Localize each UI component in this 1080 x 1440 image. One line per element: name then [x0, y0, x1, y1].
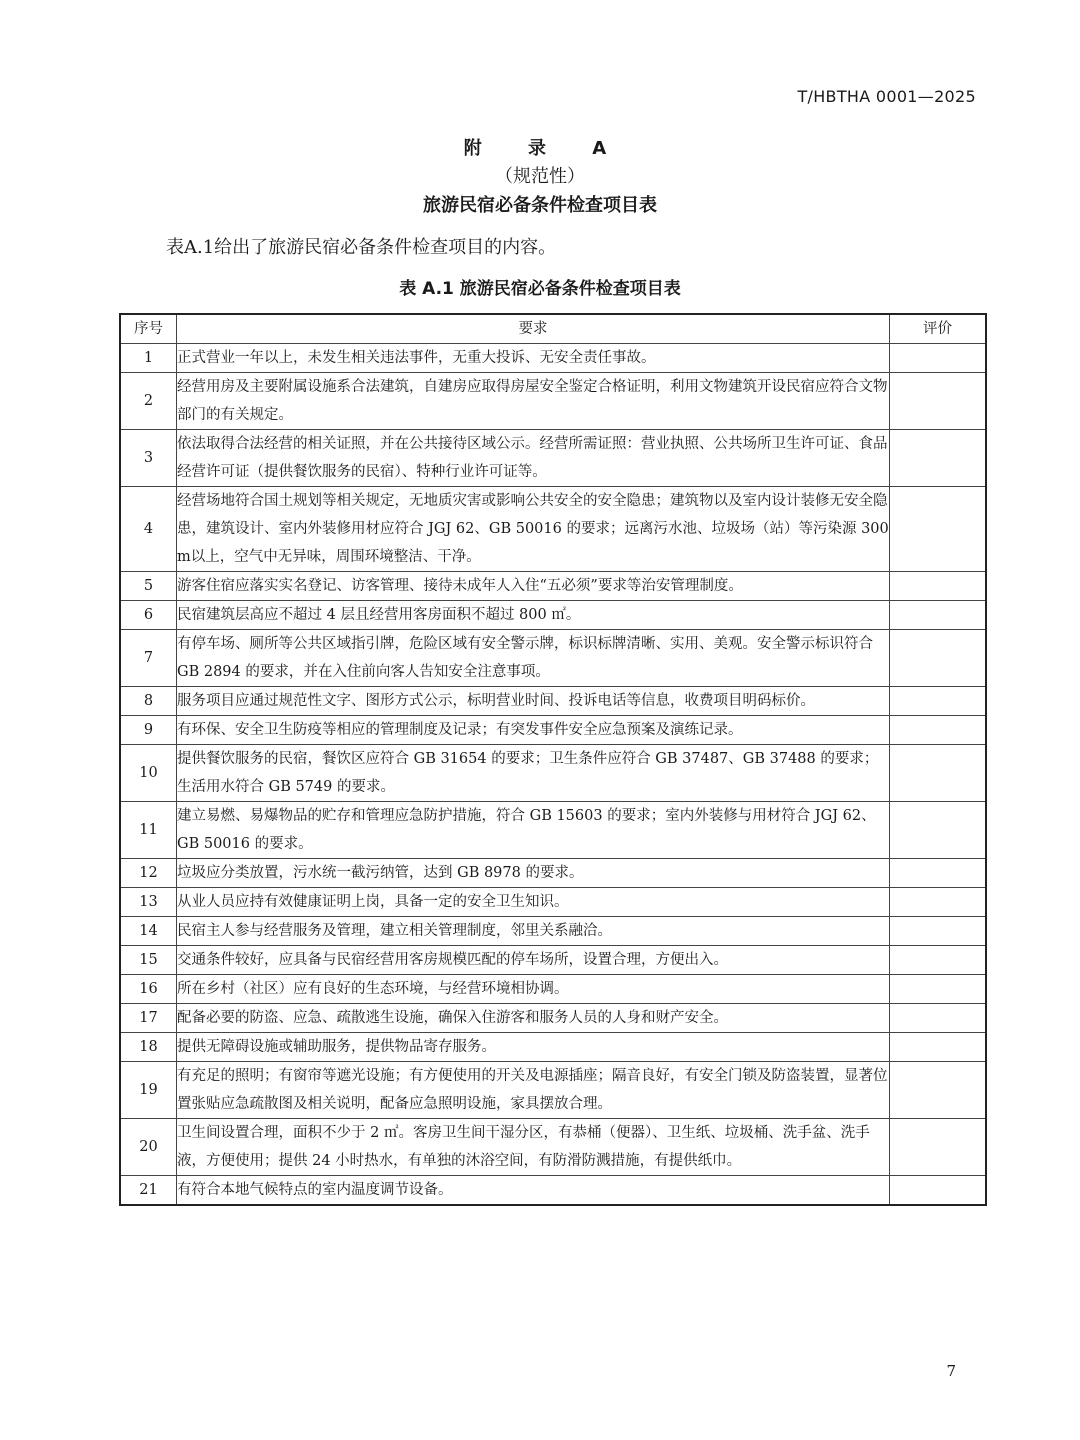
- row-evaluation: [890, 344, 987, 373]
- table-row: [120, 1004, 986, 1033]
- row-number: 16: [120, 975, 177, 1004]
- table-row: [120, 1176, 986, 1206]
- row-evaluation: [890, 946, 987, 975]
- appendix-name: 旅游民宿必备条件检查项目表: [423, 195, 657, 216]
- row-evaluation: [890, 572, 987, 601]
- page-number: 7: [946, 1362, 956, 1380]
- row-requirement: 有环保、安全卫生防疫等相应的管理制度及记录；有突发事件安全应急预案及演练记录。: [177, 716, 890, 745]
- row-evaluation: [890, 975, 987, 1004]
- row-number: 15: [120, 946, 177, 975]
- row-number: 21: [120, 1176, 177, 1206]
- row-evaluation: [890, 1004, 987, 1033]
- table-row: [120, 572, 986, 601]
- table-row: [120, 344, 986, 373]
- row-number: 14: [120, 917, 177, 946]
- row-number: 7: [120, 630, 177, 687]
- row-number: 20: [120, 1119, 177, 1176]
- table-row: [120, 745, 986, 802]
- table-row: [120, 975, 986, 1004]
- row-requirement: 正式营业一年以上，未发生相关违法事件，无重大投诉、无安全责任事故。: [177, 344, 890, 373]
- row-evaluation: [890, 716, 987, 745]
- row-requirement: 从业人员应持有效健康证明上岗，具备一定的安全卫生知识。: [177, 888, 890, 917]
- table-row: [120, 1062, 986, 1119]
- table-row: [120, 601, 986, 630]
- row-evaluation: [890, 373, 987, 430]
- row-requirement: 依法取得合法经营的相关证照，并在公共接待区域公示。经营所需证照：营业执照、公共场所卫生许可证、食品经营许可证（提供餐饮服务的民宿）、特种行业许可证等。: [177, 430, 890, 487]
- header-no: 序号: [120, 314, 177, 344]
- row-evaluation: [890, 601, 987, 630]
- table-caption: 表 A.1 旅游民宿必备条件检查项目表: [399, 279, 681, 299]
- table-body: [120, 344, 986, 1206]
- intro-paragraph: 表A.1给出了旅游民宿必备条件检查项目的内容。: [166, 237, 557, 258]
- table-row: [120, 430, 986, 487]
- row-number: 1: [120, 344, 177, 373]
- row-requirement: 所在乡村（社区）应有良好的生态环境，与经营环境相协调。: [177, 975, 890, 1004]
- row-number: 5: [120, 572, 177, 601]
- row-number: 3: [120, 430, 177, 487]
- row-number: 18: [120, 1033, 177, 1062]
- row-evaluation: [890, 859, 987, 888]
- row-requirement: 配备必要的防盗、应急、疏散逃生设施，确保入住游客和服务人员的人身和财产安全。: [177, 1004, 890, 1033]
- table-row: [120, 1033, 986, 1062]
- table-row: [120, 917, 986, 946]
- table-row: [120, 946, 986, 975]
- row-requirement: 游客住宿应落实实名登记、访客管理、接待未成年人入住“五必须”要求等治安管理制度。: [177, 572, 890, 601]
- row-number: 8: [120, 687, 177, 716]
- table-row: [120, 630, 986, 687]
- row-requirement: 垃圾应分类放置，污水统一截污纳管，达到 GB 8978 的要求。: [177, 859, 890, 888]
- row-requirement: 交通条件较好，应具备与民宿经营用客房规模匹配的停车场所，设置合理，方便出入。: [177, 946, 890, 975]
- row-evaluation: [890, 1033, 987, 1062]
- row-number: 2: [120, 373, 177, 430]
- row-evaluation: [890, 802, 987, 859]
- row-requirement: 建立易燃、易爆物品的贮存和管理应急防护措施，符合 GB 15603 的要求；室内外装修与用材符合 JGJ 62、GB 50016 的要求。: [177, 802, 890, 859]
- row-evaluation: [890, 630, 987, 687]
- row-number: 10: [120, 745, 177, 802]
- row-evaluation: [890, 430, 987, 487]
- table-row: [120, 487, 986, 572]
- appendix-type: （规范性）: [495, 166, 585, 187]
- checklist-table: [119, 313, 987, 1206]
- table-row: [120, 859, 986, 888]
- row-evaluation: [890, 1119, 987, 1176]
- row-requirement: 经营场地符合国土规划等相关规定，无地质灾害或影响公共安全的安全隐患；建筑物以及室内设计装修无安全隐患，建筑设计、室内外装修用材应符合 JGJ 62、GB 50016 的要求；远离污水池、垃圾场（站）等污染源 300 m以上，空气中无异味，周围环境整洁、干净。: [177, 487, 890, 572]
- row-evaluation: [890, 687, 987, 716]
- row-number: 9: [120, 716, 177, 745]
- row-evaluation: [890, 1062, 987, 1119]
- table-row: [120, 687, 986, 716]
- header-evaluation: 评价: [890, 314, 987, 344]
- table-row: [120, 716, 986, 745]
- row-requirement: 经营用房及主要附属设施系合法建筑，自建房应取得房屋安全鉴定合格证明，利用文物建筑开设民宿应符合文物部门的有关规定。: [177, 373, 890, 430]
- row-number: 17: [120, 1004, 177, 1033]
- row-evaluation: [890, 745, 987, 802]
- row-requirement: 有停车场、厕所等公共区域指引牌，危险区域有安全警示牌，标识标牌清晰、实用、美观。安全警示标识符合 GB 2894 的要求，并在入住前向客人告知安全注意事项。: [177, 630, 890, 687]
- table-row: [120, 888, 986, 917]
- appendix-title: 附 录 A: [463, 138, 617, 159]
- row-evaluation: [890, 917, 987, 946]
- row-requirement: 民宿主人参与经营服务及管理，建立相关管理制度，邻里关系融洽。: [177, 917, 890, 946]
- row-evaluation: [890, 1176, 987, 1206]
- row-number: 11: [120, 802, 177, 859]
- row-requirement: 提供餐饮服务的民宿，餐饮区应符合 GB 31654 的要求；卫生条件应符合 GB 37487、GB 37488 的要求；生活用水符合 GB 5749 的要求。: [177, 745, 890, 802]
- row-evaluation: [890, 487, 987, 572]
- row-number: 6: [120, 601, 177, 630]
- table-row: [120, 373, 986, 430]
- table-row: [120, 802, 986, 859]
- row-number: 19: [120, 1062, 177, 1119]
- standard-code: T/HBTHA 0001—2025: [797, 87, 976, 106]
- row-requirement: 有充足的照明；有窗帘等遮光设施；有方便使用的开关及电源插座；隔音良好，有安全门锁及防盗装置，显著位置张贴应急疏散图及相关说明，配备应急照明设施，家具摆放合理。: [177, 1062, 890, 1119]
- row-evaluation: [890, 888, 987, 917]
- table-row: [120, 1119, 986, 1176]
- row-requirement: 提供无障碍设施或辅助服务，提供物品寄存服务。: [177, 1033, 890, 1062]
- row-requirement: 服务项目应通过规范性文字、图形方式公示，标明营业时间、投诉电话等信息，收费项目明码标价。: [177, 687, 890, 716]
- row-requirement: 民宿建筑层高应不超过 4 层且经营用客房面积不超过 800 ㎡。: [177, 601, 890, 630]
- row-number: 4: [120, 487, 177, 572]
- row-requirement: 卫生间设置合理，面积不少于 2 ㎡。客房卫生间干湿分区，有恭桶（便器）、卫生纸、垃圾桶、洗手盆、洗手液，方便使用；提供 24 小时热水，有单独的沐浴空间，有防滑防溅措施，有提供纸巾。: [177, 1119, 890, 1176]
- table-header-row: [120, 314, 986, 344]
- row-number: 13: [120, 888, 177, 917]
- header-requirement: 要求: [177, 314, 890, 344]
- row-number: 12: [120, 859, 177, 888]
- row-requirement: 有符合本地气候特点的室内温度调节设备。: [177, 1176, 890, 1206]
